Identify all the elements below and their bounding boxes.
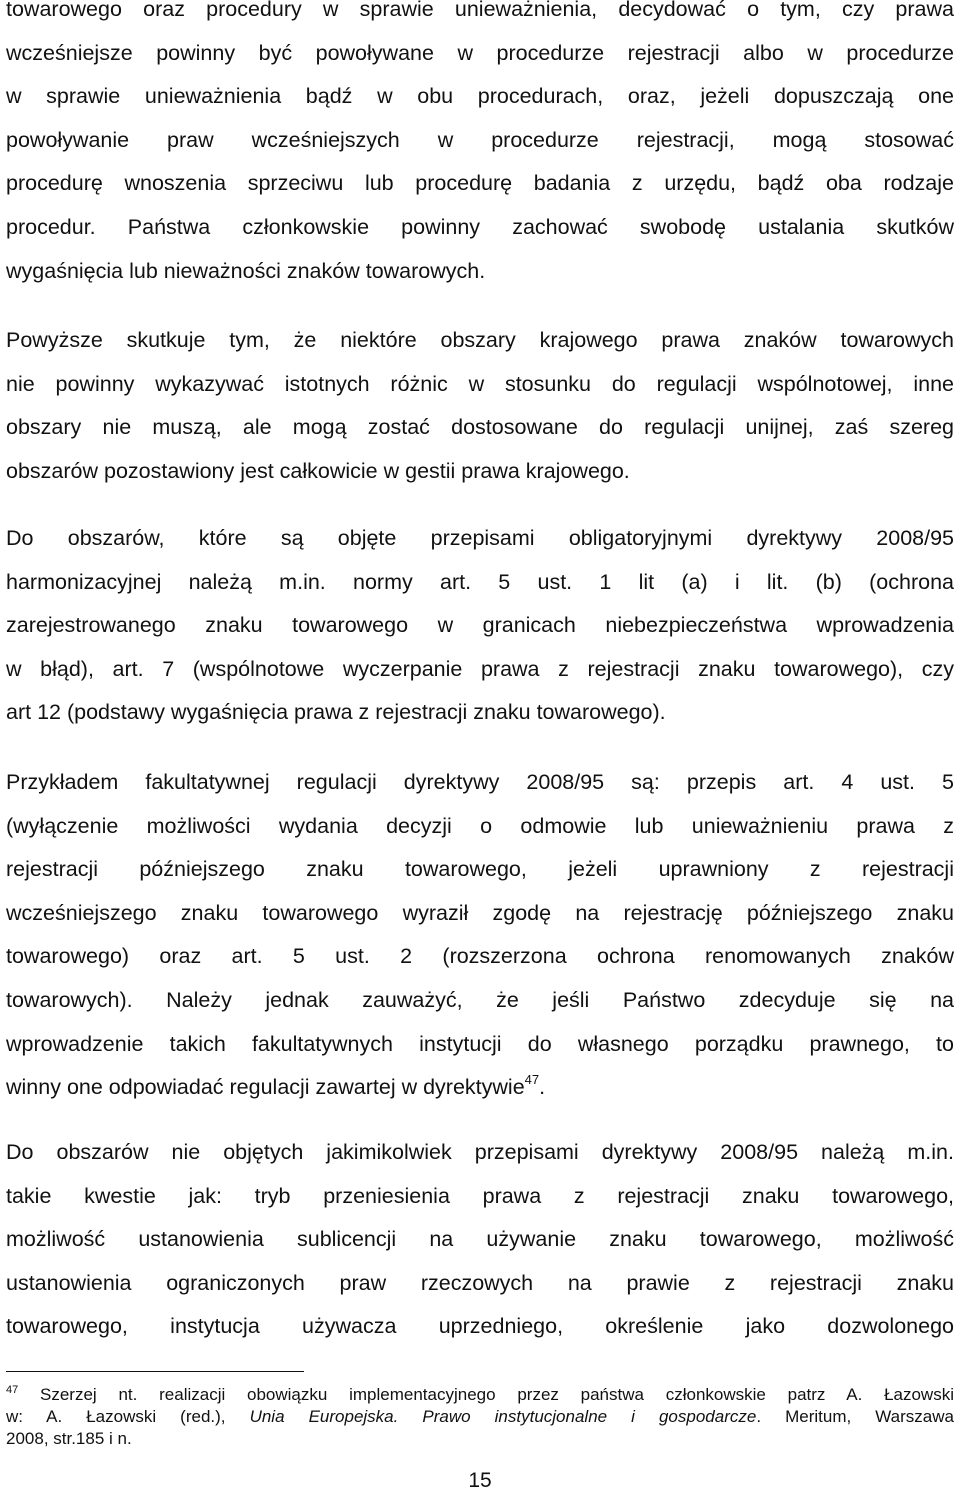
text-line: obszary nie muszą, ale mogą zostać dostosowane do regulacji unijnej, zaś szereg: [6, 415, 954, 440]
text-line: ustanowienia ograniczonych praw rzeczowych na prawie z rejestracji znaku: [6, 1270, 954, 1295]
text-line: Powyższe skutkuje tym, że niektóre obszary krajowego prawa znaków towarowych: [6, 328, 954, 352]
footnote-line: [6, 1406, 954, 1428]
text-line: (wyłączenie możliwości wydania decyzji o odmowie lub unieważnieniu prawa z: [6, 813, 954, 838]
text-line: procedur. Państwa członkowskie powinny zachować swobodę ustalania skutków: [6, 214, 954, 239]
paragraph-5: [6, 1131, 954, 1349]
text-line: nie powinny wykazywać istotnych różnic w stosunku do regulacji wspólnotowej, inne: [6, 371, 954, 396]
paragraph-4: [6, 761, 954, 1110]
footnote-separator: [6, 1371, 304, 1372]
page-number: 15: [468, 1469, 492, 1492]
text-line: harmonizacyjnej należą m.in. normy art. 5 ust. 1 lit (a) i lit. (b) (ochrona: [6, 569, 954, 594]
text-line: procedurę wnoszenia sprzeciwu lub procedurę badania z urzędu, bądź oba rodzaje: [6, 171, 954, 196]
text-line: powoływanie praw wcześniejszych w procedurze rejestracji, mogą stosować: [6, 127, 954, 152]
text-line: towarowych). Należy jednak zauważyć, że jeśli Państwo zdecyduje się na: [6, 987, 954, 1012]
footnote-reference[interactable]: 47: [524, 1072, 540, 1088]
text-line: towarowego) oraz art. 5 ust. 2 (rozszerzona ochrona renomowanych znaków: [6, 944, 954, 969]
footnote-text: . Meritum, Warszawa: [756, 1407, 954, 1426]
footnote-line: [6, 1384, 954, 1406]
text-line: zarejestrowanego znaku towarowego w granicach niebezpieczeństwa wprowadzenia: [6, 613, 954, 638]
text-line: obszarów pozostawiony jest całkowicie w gestii prawa krajowego.: [6, 458, 630, 483]
paragraph-3: [6, 517, 954, 735]
text-line: art 12 (podstawy wygaśnięcia prawa z rejestracji znaku towarowego).: [6, 700, 666, 725]
text-line: rejestracji późniejszego znaku towarowego, jeżeli uprawniony z rejestracji: [6, 857, 954, 882]
paragraph-2: [6, 319, 954, 493]
text-line: w błąd), art. 7 (wspólnotowe wyczerpanie prawa z rejestracji znaku towarowego), czy: [6, 656, 954, 681]
text-line: wprowadzenie takich fakultatywnych instytucji do własnego porządku prawnego, to: [6, 1031, 954, 1056]
text-line: takie kwestie jak: tryb przeniesienia prawa z rejestracji znaku towarowego,: [6, 1183, 954, 1208]
paragraph-1: [6, 0, 954, 293]
text-segment: winny one odpowiadać regulacji zawartej w dyrektywie: [6, 1075, 525, 1100]
text-line: Do obszarów nie objętych jakimikolwiek przepisami dyrektywy 2008/95 należą m.in.: [6, 1140, 954, 1164]
footnote-number: 47: [6, 1384, 19, 1396]
text-line: wygaśnięcia lub nieważności znaków towarowych.: [6, 258, 486, 283]
footnote-book-title: Unia Europejska. Prawo instytucjonalne i gospodarcze: [249, 1407, 757, 1426]
text-line: Przykładem fakultatywnej regulacji dyrektywy 2008/95 są: przepis art. 4 ust. 5: [6, 770, 954, 794]
text-line: towarowego oraz procedury w sprawie unieważnienia, decydować o tym, czy prawa: [6, 0, 954, 21]
footnote-text: Szerzej nt. realizacji obowiązku implementacyjnego przez państwa członkowskie patrz A. Łazowski: [40, 1385, 954, 1404]
footnote: [6, 1384, 954, 1450]
footnote-text: w: A. Łazowski (red.),: [6, 1407, 250, 1426]
text-line: Do obszarów, które są objęte przepisami obligatoryjnymi dyrektywy 2008/95: [6, 526, 954, 550]
text-line: w sprawie unieważnienia bądź w obu procedurach, oraz, jeżeli dopuszczają one: [6, 84, 954, 109]
text-line-with-footnote: [6, 1066, 954, 1110]
text-line: możliwość ustanowienia sublicencji na używanie znaku towarowego, możliwość: [6, 1227, 954, 1252]
text-line: towarowego, instytucja używacza uprzedniego, określenie jako dozwolonego: [6, 1314, 954, 1339]
text-line: wcześniejszego znaku towarowego wyraził zgodę na rejestrację późniejszego znaku: [6, 900, 954, 925]
footnote-line: 2008, str.185 i n.: [6, 1429, 132, 1448]
text-segment: .: [539, 1075, 546, 1100]
text-line: wcześniejsze powinny być powoływane w procedurze rejestracji albo w procedurze: [6, 40, 954, 65]
